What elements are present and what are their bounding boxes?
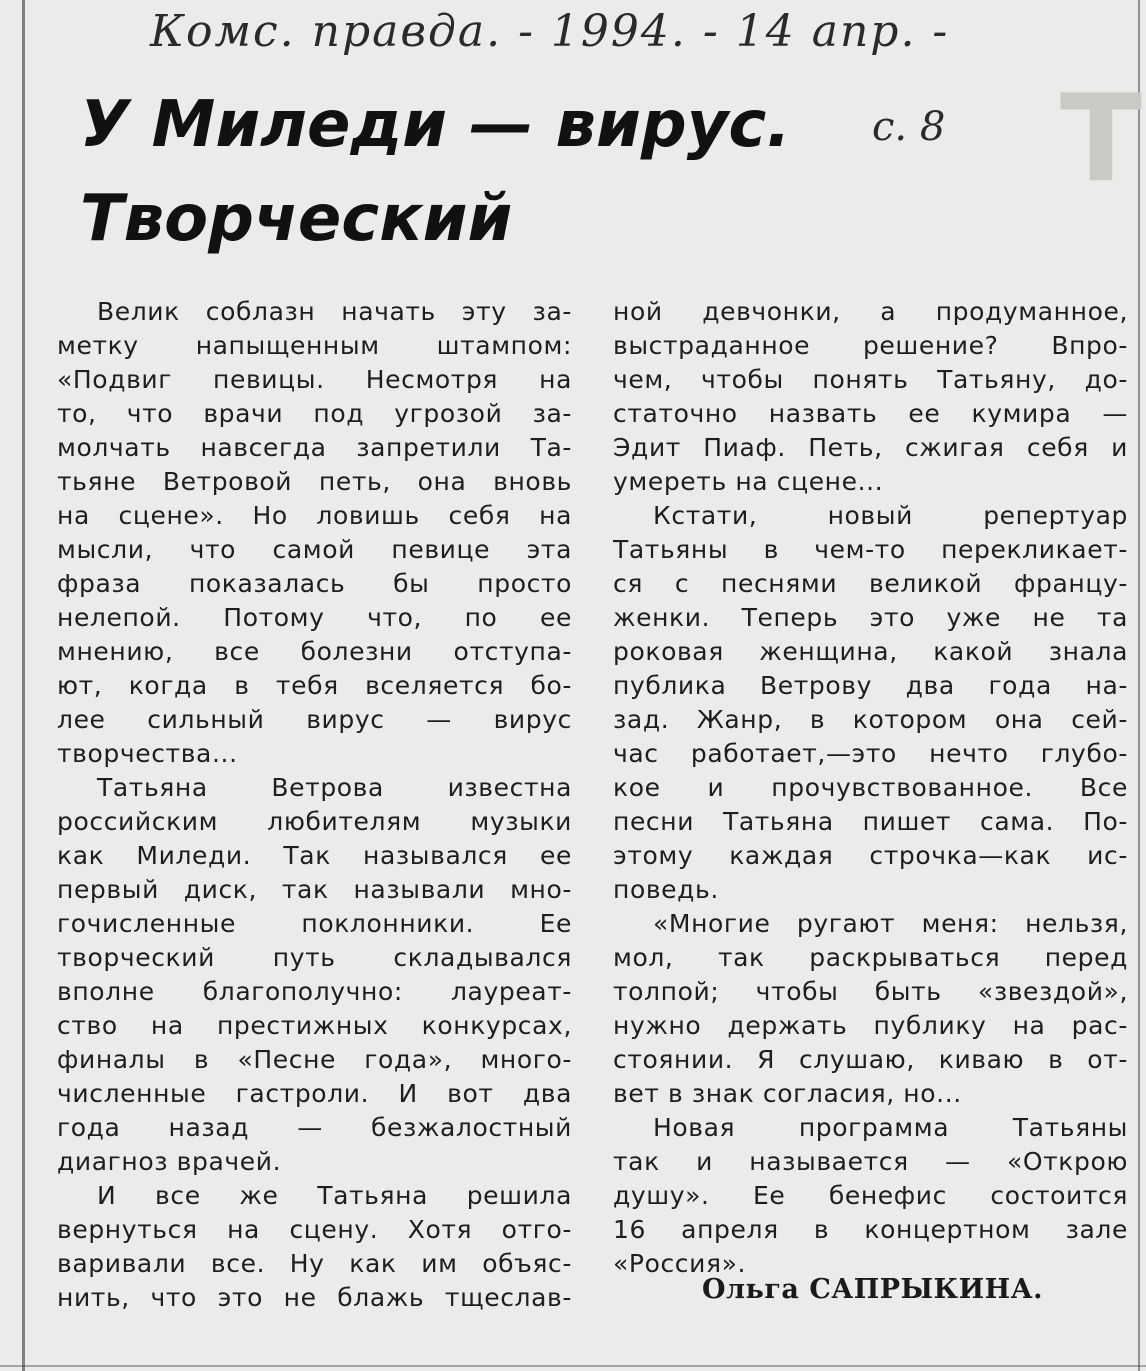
text-line: час работает,—это нечто глубо- [613, 739, 1128, 768]
text-line: нить, что это не блажь тщеслав- [57, 1283, 572, 1312]
text-line: этому каждая строчка—как ис- [613, 841, 1128, 870]
text-line: молчать навсегда запретили Та- [57, 433, 572, 462]
text-line: вполне благополучно: лауреат- [57, 977, 572, 1006]
text-line: И все же Татьяна решила [97, 1181, 572, 1210]
text-line: вет в знак согласия, но... [613, 1079, 962, 1108]
text-line: первый диск, так называли мно- [57, 875, 572, 904]
text-line: ство на престижных конкурсах, [57, 1011, 572, 1040]
text-line: женки. Теперь это уже не та [613, 603, 1128, 632]
text-line: численные гастроли. И вот два [57, 1079, 572, 1108]
text-line: чем, чтобы понять Татьяну, до- [613, 365, 1128, 394]
text-line: творчества... [57, 739, 238, 768]
text-line: нужно держать публику на рас- [613, 1011, 1128, 1040]
text-line: кое и прочувствованное. Все [613, 773, 1128, 802]
handwritten-source-note: Комс. правда. - 1994. - 14 апр. - [150, 6, 950, 57]
text-line: Кстати, новый репертуар [653, 501, 1128, 530]
article-column-right [613, 295, 1128, 1281]
text-line: Татьяны в чем-то перекликает- [613, 535, 1128, 564]
text-line: вернуться на сцену. Хотя отго- [57, 1215, 572, 1244]
text-line: года назад — безжалостный [57, 1113, 572, 1142]
text-line: умереть на сцене... [613, 467, 884, 496]
text-line: российским любителям музыки [57, 807, 572, 836]
text-line: ной девчонки, а продуманное, [613, 297, 1128, 326]
text-line: ся с песнями великой францу- [613, 569, 1128, 598]
handwritten-page-note: с. 8 [872, 104, 946, 150]
text-line: поведь. [613, 875, 719, 904]
text-line: статочно назвать ее кумира — [613, 399, 1128, 428]
text-line: мол, так раскрываться перед [613, 943, 1128, 972]
text-line: мысли, что самой певице эта [57, 535, 572, 564]
article-column-left [57, 295, 572, 1315]
text-line: Новая программа Татьяны [653, 1113, 1128, 1142]
text-line: гочисленные поклонники. Ее [57, 909, 572, 938]
text-line: финалы в «Песне года», много- [57, 1045, 572, 1074]
text-line: Велик соблазн начать эту за- [97, 297, 572, 326]
text-line: зад. Жанр, в котором она сей- [613, 705, 1128, 734]
text-line: фраза показалась бы просто [57, 569, 572, 598]
text-line: «Россия». [613, 1249, 747, 1278]
text-line: диагноз врачей. [57, 1147, 282, 1176]
text-line: творческий путь складывался [57, 943, 572, 972]
text-line: «Многие ругают меня: нельзя, [653, 909, 1128, 938]
article-headline [80, 78, 791, 266]
text-line: Эдит Пиаф. Петь, сжигая себя и [613, 433, 1128, 462]
text-line: выстраданное решение? Впро- [613, 331, 1128, 360]
text-line: мнению, все болезни отступа- [57, 637, 572, 666]
text-line: песни Татьяна пишет сама. По- [613, 807, 1128, 836]
text-line: роковая женщина, какой знала [613, 637, 1128, 666]
text-line: Татьяна Ветрова известна [97, 773, 572, 802]
text-line: нелепой. Потому что, по ее [57, 603, 572, 632]
headline-line-2: Творческий [80, 182, 513, 256]
text-line: публика Ветрову два года на- [613, 671, 1128, 700]
text-line: лее сильный вирус — вирус [57, 705, 572, 734]
text-line: душу». Ее бенефис состоится [613, 1181, 1128, 1210]
text-line: толпой; чтобы быть «звездой», [613, 977, 1128, 1006]
author-signature: Ольга САПРЫКИНА. [702, 1274, 1044, 1305]
headline-line-1: У Миледи — вирус. [80, 88, 791, 162]
bleed-through-text: Т [1060, 70, 1142, 209]
text-line: 16 апреля в концертном зале [613, 1215, 1128, 1244]
clipping-edge-bottom [0, 1365, 1146, 1367]
text-line: на сцене». Но ловишь себя на [57, 501, 572, 530]
text-line: тьяне Ветровой петь, она вновь [57, 467, 572, 496]
text-line: варивали все. Ну как им объяс- [57, 1249, 572, 1278]
text-line: как Миледи. Так назывался ее [57, 841, 572, 870]
text-line: «Подвиг певицы. Несмотря на [57, 365, 572, 394]
text-line: стоянии. Я слушаю, киваю в от- [613, 1045, 1128, 1074]
text-line: ют, когда в тебя вселяется бо- [57, 671, 572, 700]
text-line: метку напыщенным штампом: [57, 331, 572, 360]
text-line: то, что врачи под угрозой за- [57, 399, 572, 428]
clipping-edge-left [22, 0, 25, 1371]
text-line: так и называется — «Открою [613, 1147, 1128, 1176]
